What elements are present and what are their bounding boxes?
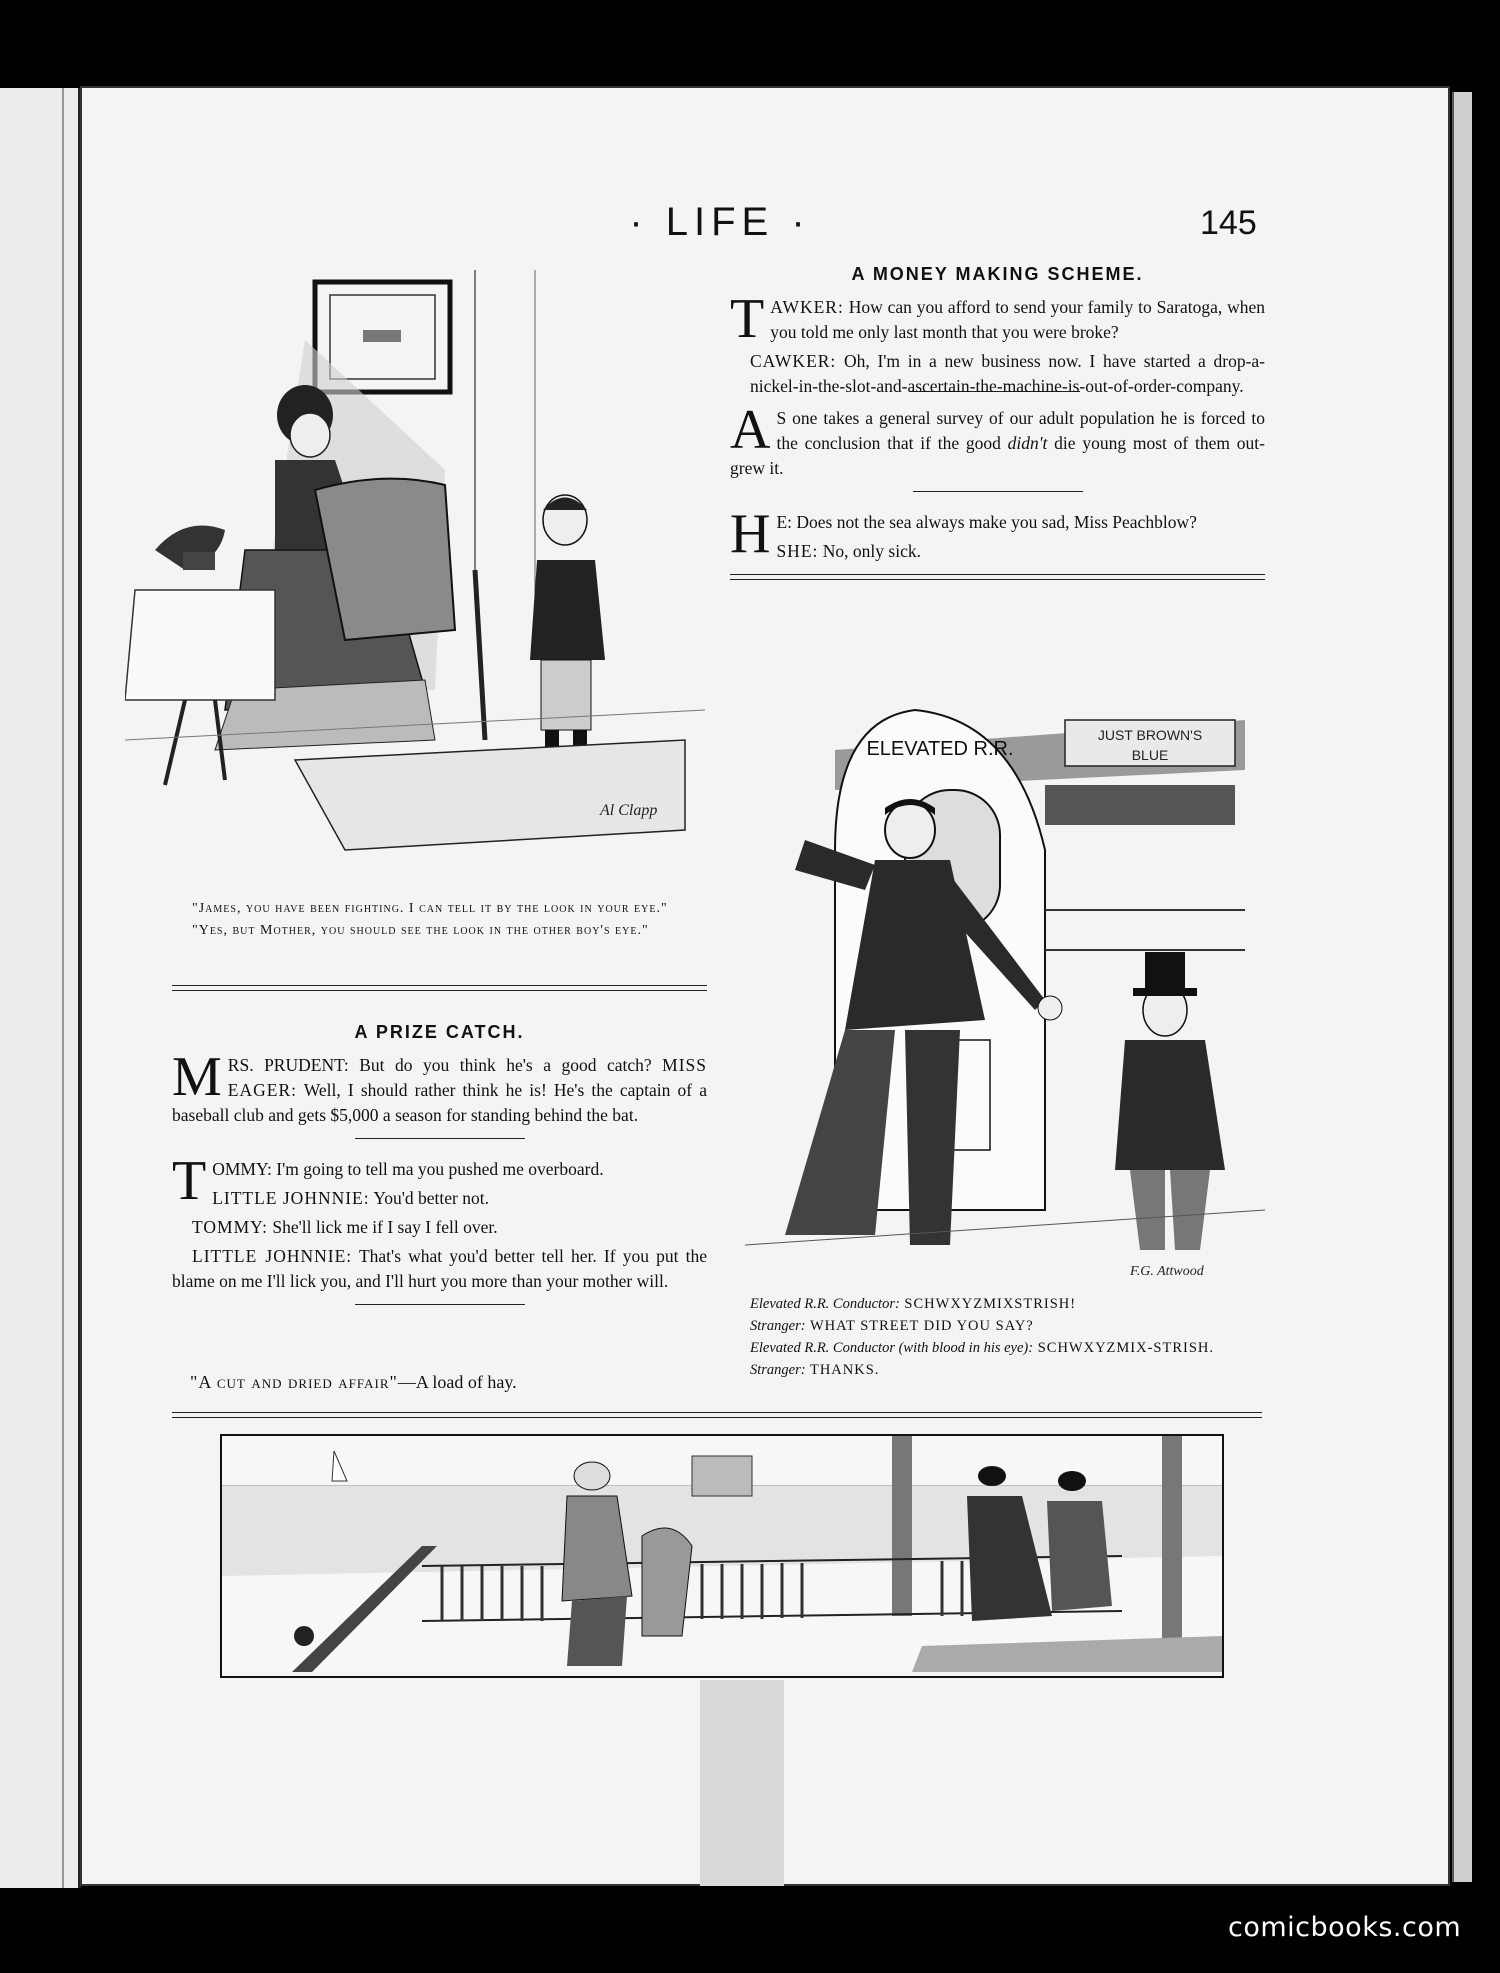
james-caption-line-1: "James, you have been fighting. I can tell it by the look in your eye."	[192, 901, 668, 916]
paragraph-cawker	[730, 349, 1265, 399]
paragraph-johnnie-1	[172, 1186, 707, 1211]
section-double-rule	[172, 1412, 1262, 1418]
divider-rule	[355, 1138, 525, 1139]
section-double-rule	[730, 574, 1265, 580]
caption-speech: THANKS.	[805, 1362, 880, 1378]
heading-prize-catch: A PRIZE CATCH.	[354, 1022, 525, 1042]
caption-speech: SCHWXYZMIX-STRISH.	[1033, 1340, 1215, 1356]
mrs-prudent-text: But do you think he's a good catch?	[348, 1055, 652, 1075]
caption-line	[750, 1337, 1270, 1359]
divider-rule	[913, 491, 1083, 492]
divider-rule	[355, 1304, 525, 1305]
survey-text-after: die young most of them out-grew it.	[730, 433, 1265, 478]
speaker-cawker: CAWKER:	[750, 351, 837, 371]
survey-emphasis: didn't	[1007, 433, 1048, 453]
speaker-johnnie: LITTLE JOHNNIE:	[192, 1246, 353, 1266]
she-text: No, only sick.	[818, 541, 921, 561]
left-page-edge	[0, 88, 81, 1888]
cut-and-dried-quote: "A cut and dried affair"	[190, 1372, 398, 1392]
paragraph-tommy-2	[172, 1215, 707, 1240]
johnnie-text: You'd better not.	[369, 1188, 489, 1208]
caption-line	[750, 1315, 1270, 1337]
watermark: comicbooks.com	[1228, 1912, 1462, 1943]
speaker-mrs-prudent: RS. PRUDENT:	[227, 1055, 349, 1075]
illustration-mother-and-son	[125, 270, 705, 870]
paragraph-tawker	[730, 288, 1265, 350]
james-caption-line-2: "Yes, but Mother, you should see the look in the other boy's eye."	[192, 923, 649, 938]
speaker-tommy: OMMY:	[212, 1159, 272, 1179]
illustration-elevated-rr	[745, 690, 1265, 1290]
speaker-miss-eager: MISS EAGER:	[227, 1055, 708, 1100]
speaker-tawker: AWKER:	[770, 297, 844, 317]
caption-role: Stranger:	[750, 1318, 806, 1334]
page-number: 145	[1200, 204, 1257, 242]
sea-line: E: Does not the sea always make you sad, Miss Peachblow?	[776, 512, 1197, 532]
paragraph-survey	[730, 399, 1265, 481]
masthead: · LIFE ·	[629, 200, 811, 244]
dropcap-t: T	[730, 288, 765, 350]
artist-signature-attwood: F.G. Attwood	[1130, 1264, 1204, 1279]
caption-role: Stranger:	[750, 1362, 806, 1378]
right-column	[730, 262, 1265, 590]
left-column	[172, 1020, 707, 1317]
dropcap-a: A	[730, 399, 771, 461]
binding-strip	[700, 1680, 784, 1886]
cawker-text: Oh, I'm in a new business now. I have started a drop-a-nickel-in-the-slot-and-ascertain-the-machine-is-out-of-order-company.	[750, 351, 1265, 396]
paragraph-she	[730, 539, 1265, 564]
shop-sign-line-2: BLUE	[1131, 747, 1169, 763]
caption-role: Elevated R.R. Conductor:	[750, 1296, 900, 1312]
paragraph-johnnie-2	[172, 1244, 707, 1294]
shop-sign-line-1: JUST BROWN'S	[1097, 727, 1203, 743]
arch-sign: ELEVATED R.R.	[866, 738, 1014, 760]
cut-and-dried-joke	[172, 1372, 707, 1393]
tawker-text: How can you afford to send your family to Saratoga, when you told me only last month that you were broke?	[770, 297, 1265, 342]
elevated-rr-caption	[750, 1293, 1270, 1381]
cut-and-dried-answer: —A load of hay.	[397, 1372, 517, 1392]
caption-line	[750, 1293, 1270, 1315]
section-double-rule	[172, 985, 707, 991]
tommy-text: She'll lick me if I say I fell over.	[268, 1217, 498, 1237]
dropcap-m: M	[172, 1046, 222, 1108]
artist-signature-clapp: Al Clapp	[600, 802, 658, 819]
dropcap-t: T	[172, 1150, 207, 1212]
tommy-text: I'm going to tell ma you pushed me overboard.	[271, 1159, 604, 1179]
scan-border-top	[0, 0, 1500, 88]
illustration-veranda-scene	[220, 1434, 1224, 1678]
dropcap-h: H	[730, 503, 771, 565]
speaker-johnnie: LITTLE JOHNNIE:	[212, 1188, 370, 1208]
caption-speech: WHAT STREET DID YOU SAY?	[805, 1318, 1034, 1334]
caption-line	[750, 1359, 1270, 1381]
paragraph-mrs-prudent	[172, 1046, 708, 1128]
miss-eager-text: Well, I should rather think he is! He's the captain of a baseball club and gets $5,000 a season for standing behind the bat.	[172, 1080, 707, 1125]
johnnie-text: That's what you'd better tell her. If you put the blame on me I'll lick you, and I'll hurt you more than your mother will.	[172, 1246, 707, 1291]
caption-speech: SCHWXYZMIXSTRISH!	[899, 1296, 1077, 1312]
speaker-she: SHE:	[776, 541, 819, 561]
james-caption	[172, 898, 707, 942]
speaker-tommy: TOMMY:	[192, 1217, 269, 1237]
caption-role: Elevated R.R. Conductor (with blood in his eye):	[750, 1340, 1034, 1356]
heading-money-scheme: A MONEY MAKING SCHEME.	[851, 264, 1144, 284]
survey-text-before: S one takes a general survey of our adult population he is forced to the conclusion that if the good	[776, 408, 1265, 453]
page-right-edge	[1452, 92, 1472, 1882]
